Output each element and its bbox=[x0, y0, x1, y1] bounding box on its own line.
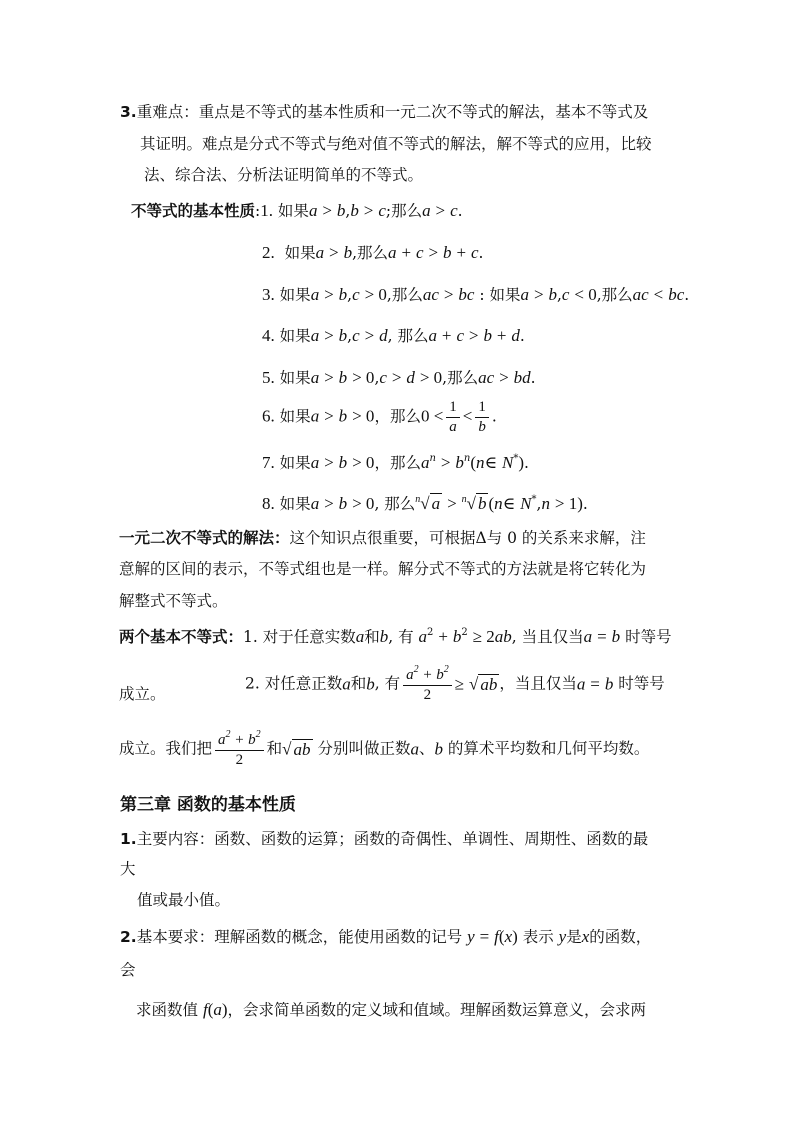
section3-line2: 其证明。难点是分式不等式与绝对值不等式的解法，解不等式的应用，比较 bbox=[140, 135, 652, 153]
quadratic-line2: 意解的区间的表示，不等式组也是一样。解分式不等式的方法就是将它转化为 bbox=[119, 560, 647, 578]
fraction-1-over-b: $\frac{1}{b}$ bbox=[475, 400, 489, 435]
basic-line2-formula: 2. 对任意正数a和b, 有 $\frac{a^2 + b^2}{2}$ ≥ √ ab ，当且仅当a = b 时等号 bbox=[245, 664, 665, 703]
chapter-item2-line2: 会 bbox=[120, 961, 136, 979]
property-7: 7. 如果a > b > 0，那么$a^n$ > $b^n(n\in$ N*). bbox=[262, 453, 529, 472]
quadratic-heading: 一元二次不等式的解法： bbox=[119, 529, 290, 547]
chapter-item1-line1: 1.主要内容：函数、函数的运算；函数的奇偶性、单调性、周期性、函数的最 bbox=[120, 830, 649, 848]
fraction-arithmetic-mean: $\frac{a^2 + b^2}{2}$ bbox=[215, 730, 264, 768]
basic-line2: 成立。 bbox=[119, 685, 166, 703]
section3-number: 3. bbox=[120, 103, 137, 121]
chapter-item1-line3: 值或最小值。 bbox=[137, 891, 231, 909]
property-6: 6. 如果a > b > 0，那么0 < $\frac{1}{a}$ < $\frac{1}{b}$ . bbox=[262, 399, 497, 435]
basic-line1: 两个基本不等式：1. 对于任意实数a和b, 有 $a^2 + b^2 \ge 2ab$, 当且仅当a = b 时等号 bbox=[119, 627, 672, 646]
section3-line3: 法、综合法、分析法证明简单的不等式。 bbox=[144, 166, 424, 184]
fraction-1-over-a: $\frac{1}{a}$ bbox=[446, 400, 460, 435]
property-1: 不等式的基本性质:1. 如果a > b,b > c;那么a > c. bbox=[131, 201, 463, 220]
basic-heading: 两个基本不等式： bbox=[119, 628, 244, 646]
property-3: 3. 如果a > b,c > 0,那么ac > bc : 如果a > b,c < 0,那么ac < bc. bbox=[262, 285, 690, 304]
chapter-item2-line3: 求函数值 f(a)，会求简单函数的定义域和值域。理解函数运算意义，会求两 bbox=[136, 1000, 647, 1019]
property-8: 8. 如果a > b > 0, 那么$^n$√ a > $^n$√ b (n∈ N*,n > 1). bbox=[262, 494, 588, 513]
property-4: 4. 如果a > b,c > d, 那么a + c > b + d. bbox=[262, 326, 525, 345]
chapter-title: 第三章 函数的基本性质 bbox=[120, 795, 296, 815]
section3-line1 bbox=[120, 105, 648, 121]
section3-text-1: 重难点：重点是不等式的基本性质和一元二次不等式的解法，基本不等式及 bbox=[136, 103, 649, 121]
chapter-item1-line2: 大 bbox=[120, 860, 136, 878]
properties-heading: 不等式的基本性质 bbox=[131, 202, 256, 220]
property-2: 2. 如果a > b,那么a + c > b + c. bbox=[262, 243, 484, 262]
property-5: 5. 如果a > b > 0,c > d > 0,那么ac > bd. bbox=[262, 368, 536, 387]
quadratic-line1: 一元二次不等式的解法：这个知识点很重要，可根据Δ与 0 的关系来求解，注 bbox=[119, 529, 646, 547]
chapter-item2-line1: 2.基本要求：理解函数的概念，能使用函数的记号 y = f(x) 表示 y是x的函数， bbox=[120, 927, 652, 946]
basic-line3: 成立。我们把 $\frac{a^2 + b^2}{2}$ 和√ ab 分别叫做正数a、b 的算术平均数和几何平均数。 bbox=[119, 729, 650, 768]
quadratic-line3: 解整式不等式。 bbox=[119, 592, 228, 610]
fraction-mean-squares: $\frac{a^2 + b^2}{2}$ bbox=[403, 665, 452, 703]
